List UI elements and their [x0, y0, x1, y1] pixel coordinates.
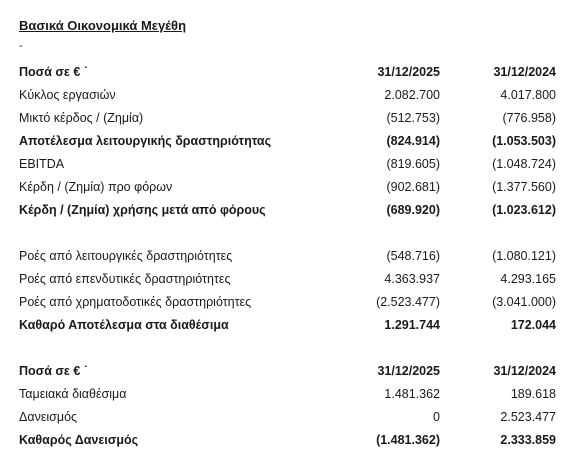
- table-row: [0, 407, 575, 427]
- table-row: [0, 200, 575, 220]
- value-2024: 189.618: [510, 387, 556, 401]
- value-2025: (2.523.477): [376, 295, 440, 309]
- header-label: Ποσά σε € ˙: [19, 364, 88, 378]
- dash-marker: -: [19, 40, 23, 52]
- value-2025: 2.082.700: [384, 88, 440, 102]
- table-header: [0, 62, 575, 82]
- value-2024: 4.293.165: [500, 272, 556, 286]
- header-col-2024: 31/12/2024: [493, 364, 556, 378]
- page-title: Βασικά Οικονομικά Μεγέθη: [19, 18, 187, 33]
- row-label: Αποτέλεσμα λειτουργικής δραστηριότητας: [19, 134, 272, 148]
- value-2024: (3.041.000): [492, 295, 556, 309]
- row-label: Κέρδη / (Ζημία) χρήσης μετά από φόρους: [19, 203, 266, 217]
- row-label: Ταμειακά διαθέσιμα: [19, 387, 127, 401]
- value-2025: (1.481.362): [376, 433, 440, 447]
- row-label: Ροές από λειτουργικές δραστηριότητες: [19, 249, 233, 263]
- header-col-2025: 31/12/2025: [377, 65, 440, 79]
- value-2024: (1.048.724): [492, 157, 556, 171]
- value-2025: 0: [433, 410, 440, 424]
- value-2024: (776.958): [502, 111, 556, 125]
- row-label: Κύκλος εργασιών: [19, 88, 116, 102]
- table-row: [0, 85, 575, 105]
- table-row: [0, 177, 575, 197]
- value-2025: (512.753): [386, 111, 440, 125]
- row-label: Μικτό κέρδος / (Ζημία): [19, 111, 144, 125]
- value-2025: 4.363.937: [384, 272, 440, 286]
- row-label: Ροές από χρηματοδοτικές δραστηριότητες: [19, 295, 252, 309]
- value-2024: 172.044: [510, 318, 556, 332]
- header-col-2025: 31/12/2025: [377, 364, 440, 378]
- value-2024: 4.017.800: [500, 88, 556, 102]
- table-row: [0, 108, 575, 128]
- row-label: Καθαρό Αποτέλεσμα στα διαθέσιμα: [19, 318, 229, 332]
- table-row: [0, 315, 575, 335]
- table-row: [0, 384, 575, 404]
- value-2025: (819.605): [386, 157, 440, 171]
- row-label: Ροές από επενδυτικές δραστηριότητες: [19, 272, 231, 286]
- table-row: [0, 292, 575, 312]
- value-2024: (1.080.121): [492, 249, 556, 263]
- row-label: Καθαρός Δανεισμός: [19, 433, 139, 447]
- value-2025: (689.920): [386, 203, 440, 217]
- value-2024: 2.523.477: [500, 410, 556, 424]
- header-label: Ποσά σε € ˙: [19, 65, 88, 79]
- value-2025: (548.716): [386, 249, 440, 263]
- value-2024: (1.023.612): [492, 203, 556, 217]
- value-2024: (1.053.503): [492, 134, 556, 148]
- header-col-2024: 31/12/2024: [493, 65, 556, 79]
- row-label: Κέρδη / (Ζημία) προ φόρων: [19, 180, 173, 194]
- row-label: EBITDA: [19, 157, 65, 171]
- value-2025: 1.481.362: [384, 387, 440, 401]
- table-row: [0, 246, 575, 266]
- row-label: Δανεισμός: [19, 410, 78, 424]
- table-row: [0, 430, 575, 450]
- value-2024: (1.377.560): [492, 180, 556, 194]
- table-row: [0, 131, 575, 151]
- table-row: [0, 154, 575, 174]
- value-2025: 1.291.744: [384, 318, 440, 332]
- value-2025: (902.681): [386, 180, 440, 194]
- value-2024: 2.333.859: [500, 433, 556, 447]
- value-2025: (824.914): [386, 134, 440, 148]
- table-row: [0, 269, 575, 289]
- table-header: [0, 361, 575, 381]
